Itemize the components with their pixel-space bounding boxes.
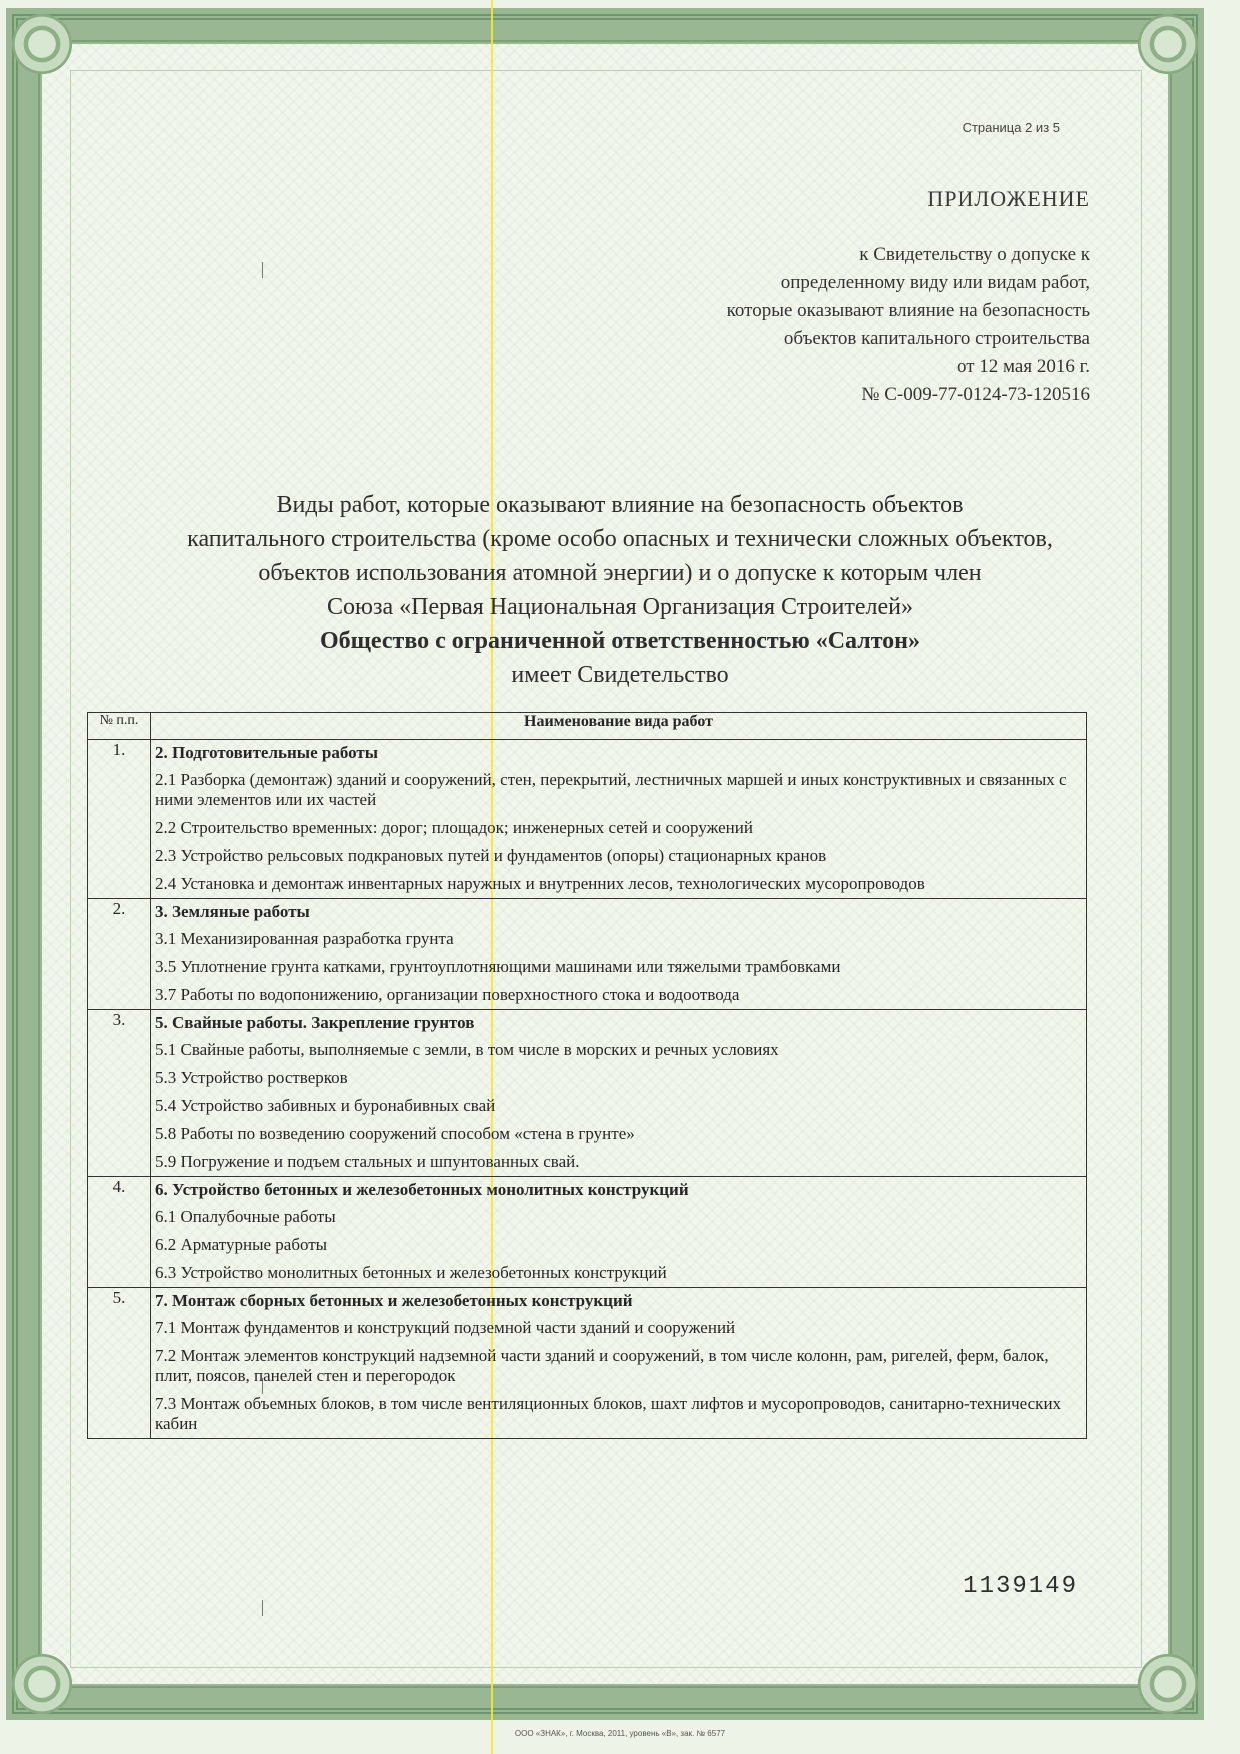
has-certificate-line: имеет Свидетельство [511,662,729,688]
printer-imprint: ООО «ЗНАК», г. Москва, 2011, уровень «В», зак. № 6577 [514,1729,726,1738]
row-content [151,899,1087,1010]
corner-ornament-icon [1136,1652,1200,1716]
row-number: 3. [88,1010,151,1177]
table-row [88,899,1087,1010]
corner-ornament-icon [10,1652,74,1716]
corner-ornament-icon [10,12,74,76]
work-item: 2.2 Строительство временных: дорог; площадок; инженерных сетей и сооружений [155,818,753,837]
work-item: 6.2 Арматурные работы [155,1235,328,1254]
work-item: 2.4 Установка и демонтаж инвентарных наружных и внутренних лесов, технологических мусоропроводов [155,874,925,893]
work-group-title: 6. Устройство бетонных и железобетонных монолитных конструкций [155,1180,689,1199]
blank-serial-number: 1139149 [963,1573,1078,1600]
row-number: 5. [88,1288,151,1439]
work-item: 6.1 Опалубочные работы [155,1207,336,1226]
heading-line: Союза «Первая Национальная Организация Строителей» [327,594,913,620]
appendix-title: ПРИЛОЖЕНИЕ [927,186,1090,211]
reference-line: которые оказывают влияние на безопасность [726,300,1090,321]
work-group-title: 5. Свайные работы. Закрепление грунтов [155,1013,475,1032]
work-item: 3.7 Работы по водопонижению, организации поверхностного стока и водоотвода [155,985,740,1004]
work-item: 2.3 Устройство рельсовых подкрановых путей и фундаментов (опоры) стационарных кранов [155,846,827,865]
row-number: 4. [88,1177,151,1288]
company-name: Общество с ограниченной ответственностью «Салтон» [320,628,920,654]
table-row [88,1010,1087,1177]
table-row [88,1177,1087,1288]
work-item: 5.8 Работы по возведению сооружений способом «стена в грунте» [155,1124,635,1143]
work-item: 3.1 Механизированная разработка грунта [155,929,454,948]
heading-line: Виды работ, которые оказывают влияние на безопасность объектов [276,492,964,518]
reference-line: определенному виду или видам работ, [780,272,1090,293]
row-content [151,1010,1087,1177]
row-content [151,1288,1087,1439]
work-item: 5.3 Устройство ростверков [155,1068,348,1087]
work-item: 7.3 Монтаж объемных блоков, в том числе вентиляционных блоков, шахт лифтов и мусоропроводов, санитарно-технических кабин [155,1394,1062,1433]
reference-line: к Свидетельству о допуске к [859,244,1090,265]
reference-date: от 12 мая 2016 г. [956,356,1090,377]
work-group-title: 3. Земляные работы [155,902,310,921]
row-number: 1. [88,740,151,899]
work-item: 2.1 Разборка (демонтаж) зданий и сооружений, стен, перекрытий, лестничных маршей и иных конструктивных и связанных с ними элементов или их частей [155,770,1067,809]
scan-tick-mark [262,1600,263,1616]
work-group-title: 2. Подготовительные работы [155,743,379,762]
work-item: 6.3 Устройство монолитных бетонных и железобетонных конструкций [155,1263,667,1282]
column-header-number: № п.п. [88,713,151,740]
work-group-title: 7. Монтаж сборных бетонных и железобетонных конструкций [155,1291,633,1310]
row-content [151,1177,1087,1288]
table-row [88,1288,1087,1439]
row-content [151,740,1087,899]
work-item: 5.9 Погружение и подъем стальных и шпунтованных свай. [155,1152,580,1171]
work-item: 7.2 Монтаж элементов конструкций надземной части зданий и сооружений, в том числе колонн, рам, ригелей, ферм, балок, плит, поясов, панелей стен и перегородок [155,1346,1049,1385]
corner-ornament-icon [1136,12,1200,76]
column-header-name: Наименование вида работ [151,713,1087,740]
scan-tick-mark [262,262,263,278]
heading-line: объектов использования атомной энергии) и о допуске к которым член [258,560,982,586]
table-header-row [88,713,1087,740]
work-item: 5.1 Свайные работы, выполняемые с земли, в том числе в морских и речных условиях [155,1040,779,1059]
reference-line: объектов капитального строительства [783,328,1090,349]
work-item: 3.5 Уплотнение грунта катками, грунтоуплотняющими машинами или тяжелыми трамбовками [155,957,841,976]
heading-line: капитального строительства (кроме особо опасных и технически сложных объектов, [187,526,1053,552]
works-table [87,712,1087,1439]
row-number: 2. [88,899,151,1010]
work-item: 5.4 Устройство забивных и буронабивных свай [155,1096,496,1115]
work-item: 7.1 Монтаж фундаментов и конструкций подземной части зданий и сооружений [155,1318,736,1337]
page-number: Страница 2 из 5 [962,120,1060,135]
table-row [88,740,1087,899]
certificate-number: № С-009-77-0124-73-120516 [861,384,1090,405]
